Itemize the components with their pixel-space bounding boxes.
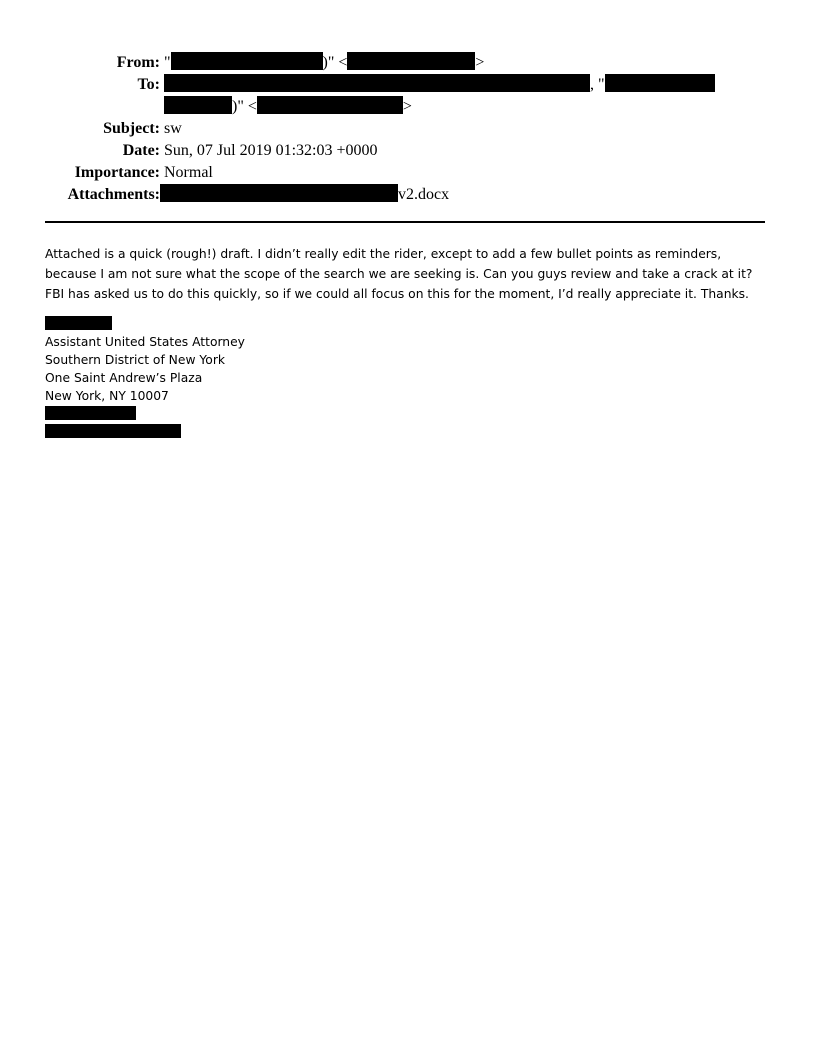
signature-address-line1: One Saint Andrew’s Plaza xyxy=(45,371,203,385)
importance-label: Importance: xyxy=(74,164,160,181)
redaction-box xyxy=(605,74,715,92)
to-label: To: xyxy=(137,76,160,93)
from-open-quote: " xyxy=(164,54,171,71)
from-label: From: xyxy=(116,54,160,71)
redaction-box xyxy=(164,96,232,114)
redaction-box xyxy=(45,316,112,330)
redaction-box xyxy=(347,52,475,70)
message-body: Attached is a quick (rough!) draft. I didn’t really edit the rider, except to add a few bullet points as reminders, because I am not sure what the scope of the search we are seeking is. Can you guys review and take a crack at it? FBI has asked us to do this quickly, so if we could all focus on this for the moment, I’d really appreciate it. Thanks. xyxy=(45,247,753,301)
from-gt: > xyxy=(475,54,485,71)
header-divider xyxy=(45,221,765,223)
from-close-quote: )" < xyxy=(322,54,348,71)
to-row xyxy=(0,74,816,96)
redaction-box xyxy=(171,52,323,70)
subject-row xyxy=(0,118,816,140)
signature-title: Assistant United States Attorney xyxy=(45,335,245,349)
to-gt: > xyxy=(402,98,412,115)
subject-value: sw xyxy=(164,120,182,137)
redaction-box xyxy=(45,424,181,438)
importance-value: Normal xyxy=(164,164,213,181)
to-separator: , " xyxy=(590,76,605,93)
attachments-value xyxy=(160,184,449,206)
attachments-row xyxy=(0,184,816,206)
redaction-box xyxy=(164,74,590,92)
from-value xyxy=(164,52,484,74)
redaction-box xyxy=(45,406,136,420)
email-header xyxy=(0,52,816,206)
signature-address-line2: New York, NY 10007 xyxy=(45,389,169,403)
attachment-suffix: v2.docx xyxy=(398,186,450,203)
redaction-box xyxy=(160,184,398,202)
signature-block xyxy=(45,315,245,441)
to-row-continued xyxy=(0,96,816,118)
signature-name-line xyxy=(45,315,245,333)
signature-office: Southern District of New York xyxy=(45,353,225,367)
attachments-label: Attachments: xyxy=(67,186,160,203)
subject-label: Subject: xyxy=(103,120,160,137)
to-value xyxy=(164,74,715,96)
date-value: Sun, 07 Jul 2019 01:32:03 +0000 xyxy=(164,142,378,159)
signature-email-line xyxy=(45,423,245,441)
to-close-quote: )" < xyxy=(232,98,257,115)
date-label: Date: xyxy=(122,142,160,159)
from-row xyxy=(0,52,816,74)
date-row xyxy=(0,140,816,162)
importance-row xyxy=(0,162,816,184)
redaction-box xyxy=(257,96,403,114)
signature-phone-line xyxy=(45,405,245,423)
to-value-line2 xyxy=(164,96,412,118)
